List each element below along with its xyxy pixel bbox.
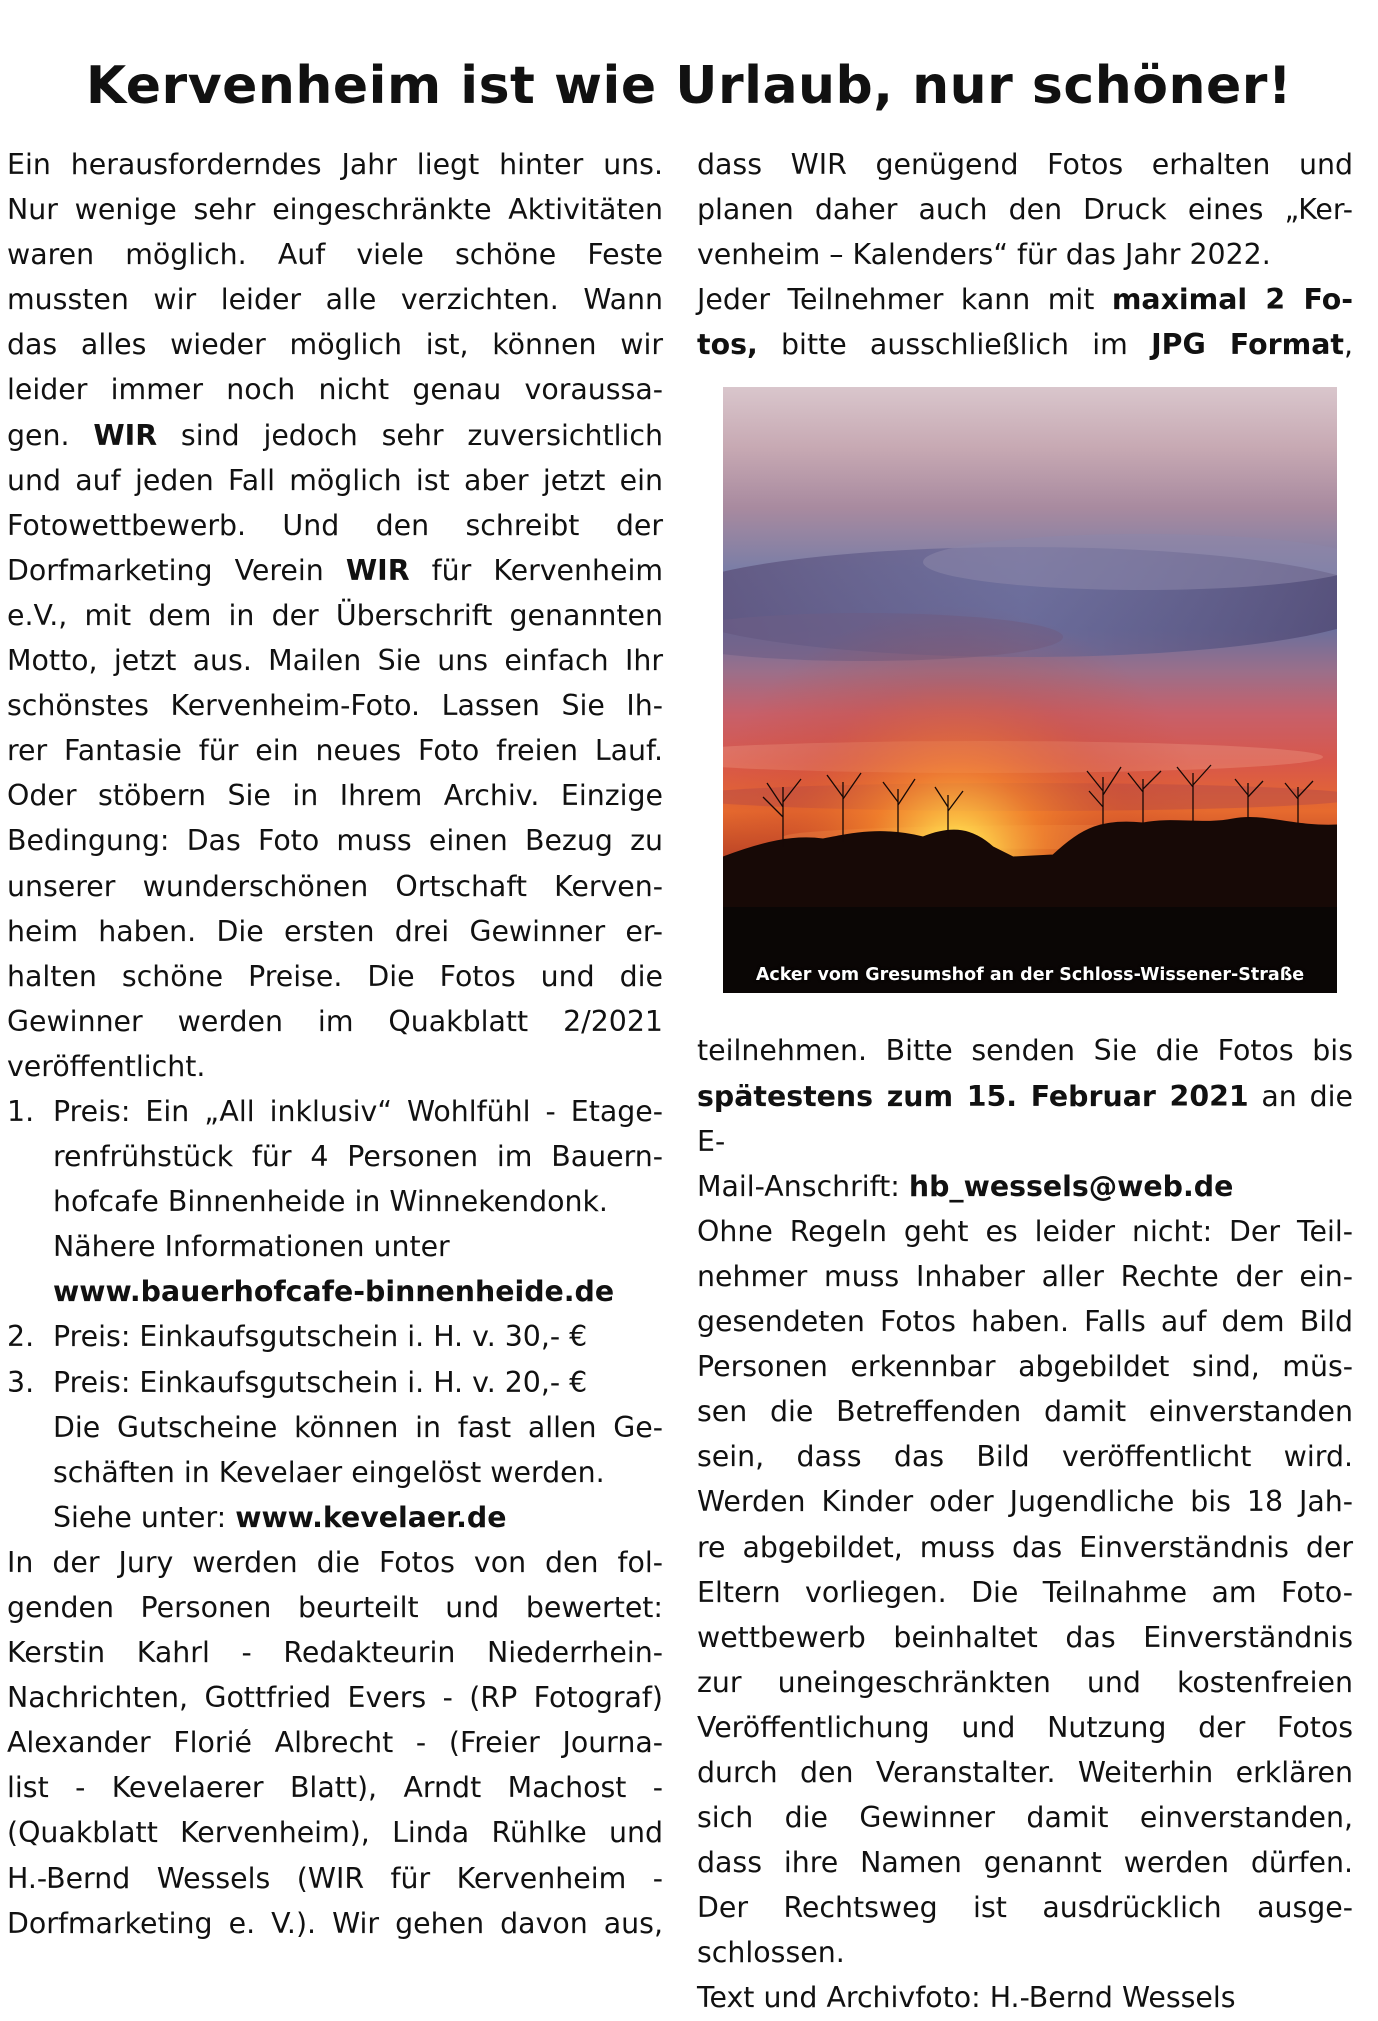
- text-line: renfrühstück für 4 Personen im Bauern-: [53, 1140, 663, 1174]
- text-line: Dorfmarketing e. V.). Wir gehen davon aus,: [7, 1906, 663, 1940]
- text-line: Nähere Informationen unter: [53, 1230, 450, 1264]
- text-line: wettbewerb beinhaltet das Einverständnis: [697, 1620, 1353, 1654]
- text-line: Werden Kinder oder Jugendliche bis 18 Jah-: [697, 1485, 1353, 1519]
- kevelaer-link[interactable]: www.kevelaer.de: [235, 1500, 507, 1534]
- text-line: unserer wunderschönen Ortschaft Kerven-: [7, 869, 663, 903]
- text-line: Preis: Einkaufsgutschein i. H. v. 20,- €: [53, 1365, 588, 1399]
- text-line: Siehe unter:: [53, 1500, 227, 1534]
- text-line: rer Fantasie für ein neues Foto freien Lauf.: [7, 734, 663, 768]
- text-line: Gewinner werden im Quakblatt 2/2021: [7, 1004, 663, 1038]
- text-line: Personen erkennbar abgebildet sind, müs-: [697, 1350, 1353, 1384]
- text-line: schönstes Kervenheim-Foto. Lassen Sie Ih-: [7, 689, 663, 723]
- text-line: Preis: Einkaufsgutschein i. H. v. 30,- €: [53, 1320, 588, 1354]
- prize-item-2: [7, 1314, 663, 1359]
- text-line: mussten wir leider alle verzichten. Wann: [7, 283, 663, 317]
- text-line: Die Gutscheine können in fast allen Ge-: [53, 1410, 663, 1444]
- text-line: Bedingung: Das Foto muss einen Bezug zu: [7, 824, 663, 858]
- text-line: spätestens zum 15. Februar 2021 an die E-: [697, 1079, 1353, 1158]
- wir-bold: WIR: [345, 553, 410, 587]
- sunset-photo: [723, 387, 1337, 993]
- text-line: Dorfmarketing Verein WIR für Kervenheim: [7, 553, 664, 587]
- text-line: Oder stöbern Sie in Ihrem Archiv. Einzige: [7, 779, 663, 813]
- article-title: Kervenheim ist wie Urlaub, nur schöner!: [85, 56, 1293, 116]
- text-line: Eltern vorliegen. Die Teilnahme am Foto-: [697, 1575, 1353, 1609]
- text-line: Der Rechtsweg ist ausdrücklich ausge-: [697, 1891, 1353, 1925]
- text-line: durch den Veranstalter. Weiterhin erklären: [697, 1755, 1353, 1789]
- text-line: sich die Gewinner damit einverstanden,: [697, 1801, 1353, 1835]
- text-line: schlossen.: [697, 1936, 845, 1970]
- sunset-photo-image: [723, 387, 1337, 993]
- text-line: das alles wieder möglich ist, können wir: [7, 328, 663, 362]
- deadline-bold: spätestens zum 15. Februar 2021: [697, 1079, 1249, 1113]
- text-line: waren möglich. Auf viele schöne Feste: [7, 238, 663, 272]
- text-line: heim haben. Die ersten drei Gewinner er-: [7, 914, 663, 948]
- text-line: gen. WIR sind jedoch sehr zuversichtlich: [7, 418, 663, 452]
- text-line: Alexander Florié Albrecht - (Freier Journa-: [7, 1726, 663, 1760]
- text-line: dass WIR genügend Fotos erhalten und: [697, 148, 1353, 181]
- text-line: sein, dass das Bild veröffentlicht wird.: [697, 1440, 1353, 1474]
- text-line: tos, bitte ausschließlich im JPG Format,: [697, 328, 1353, 362]
- list-number: 2.: [7, 1320, 35, 1354]
- text-line: schäften in Kevelaer eingelöst werden.: [53, 1455, 605, 1489]
- email-address[interactable]: hb_wessels@web.de: [908, 1169, 1234, 1203]
- photo-caption: Acker vom Gresumshof an der Schloss-Wissener-Straße: [755, 965, 1305, 985]
- text-line: zur uneingeschränkten und kostenfreien: [697, 1665, 1353, 1699]
- text-line: Ohne Regeln geht es leider nicht: Der Teil-: [697, 1214, 1353, 1248]
- text-line: genden Personen beurteilt und bewertet:: [7, 1591, 663, 1624]
- prize-list: [7, 1089, 663, 1540]
- text-line: Nur wenige sehr eingeschränkte Aktivitäten: [7, 193, 663, 227]
- text-line: Nachrichten, Gottfried Evers - (RP Fotograf): [7, 1681, 663, 1715]
- jpg-format-bold: JPG Format: [1151, 328, 1344, 362]
- text-line: Ein herausforderndes Jahr liegt hinter uns.: [7, 148, 663, 181]
- text-line: H.-Bernd Wessels (WIR für Kervenheim -: [7, 1861, 663, 1895]
- text-line: nehmer muss Inhaber aller Rechte der ein-: [697, 1259, 1353, 1293]
- text-line: Motto, jetzt aus. Mailen Sie uns einfach Ihr: [7, 644, 663, 678]
- left-column: [7, 142, 663, 1946]
- bauerhofcafe-link[interactable]: www.bauerhofcafe-binnenheide.de: [53, 1275, 615, 1309]
- text-line: Veröffentlichung und Nutzung der Fotos: [697, 1710, 1353, 1744]
- text-line: sen die Betreffenden damit einverstanden: [697, 1395, 1353, 1429]
- text-line: veröffentlicht.: [7, 1049, 206, 1083]
- text-line: list - Kevelaerer Blatt), Arndt Machost -: [7, 1771, 663, 1805]
- text-line: re abgebildet, muss das Einverständnis der: [697, 1530, 1353, 1564]
- text-line: Fotowettbewerb. Und den schreibt der: [7, 508, 663, 542]
- max-photos-bold: maximal 2 Fo-: [1111, 283, 1353, 317]
- prize-item-1: [7, 1089, 663, 1314]
- text-line: (Quakblatt Kervenheim), Linda Rühlke und: [7, 1816, 663, 1850]
- prize-item-3: [7, 1360, 663, 1540]
- text-line: leider immer noch nicht genau voraussa-: [7, 373, 663, 407]
- text-line: und auf jeden Fall möglich ist aber jetzt ein: [7, 463, 663, 497]
- text-line: hofcafe Binnenheide in Winnekendonk.: [53, 1185, 608, 1219]
- text-line: dass ihre Namen genannt werden dürfen.: [697, 1846, 1353, 1880]
- list-number: 3.: [7, 1365, 35, 1399]
- text-line: In der Jury werden die Fotos von den fol-: [7, 1545, 663, 1579]
- text-line: Preis: Ein „All inklusiv“ Wohlfühl - Etage-: [53, 1094, 663, 1128]
- list-number: 1.: [7, 1094, 35, 1128]
- text-line: venheim – Kalenders“ für das Jahr 2022.: [697, 238, 1271, 272]
- text-line: Mail-Anschrift:: [697, 1169, 900, 1203]
- text-line: planen daher auch den Druck eines „Ker-: [697, 193, 1353, 227]
- text-line: Kerstin Kahrl - Redakteurin Niederrhein-: [7, 1636, 663, 1670]
- text-line: e.V., mit dem in der Überschrift genannten: [7, 598, 663, 632]
- text-line: Jeder Teilnehmer kann mit maximal 2 Fo-: [697, 283, 1353, 317]
- text-line: teilnehmen. Bitte senden Sie die Fotos bis: [697, 1034, 1353, 1068]
- wir-bold: WIR: [93, 418, 158, 452]
- text-line: gesendeten Fotos haben. Falls auf dem Bild: [697, 1305, 1353, 1339]
- text-line: halten schöne Preise. Die Fotos und die: [7, 959, 663, 993]
- photo-credit: Text und Archivfoto: H.-Bernd Wessels: [697, 1981, 1236, 2015]
